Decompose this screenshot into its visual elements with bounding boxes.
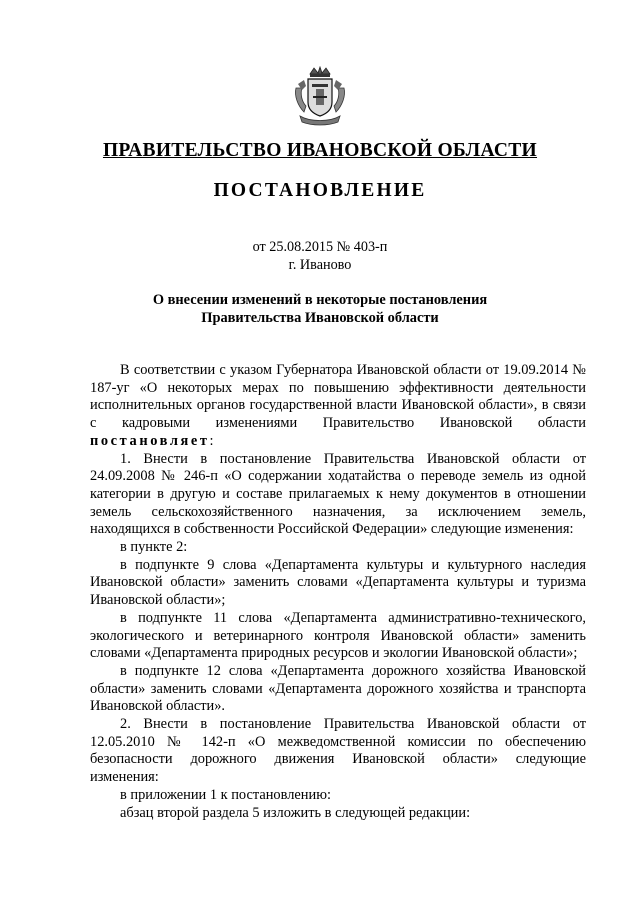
paragraph: абзац второй раздела 5 изложить в следующей редакции: bbox=[120, 804, 471, 821]
document-subject bbox=[0, 291, 640, 327]
document-meta bbox=[0, 238, 640, 274]
date-number: от 25.08.2015 № 403-п bbox=[252, 239, 388, 255]
paragraph: 1. Внести в постановление Правительства Ивановской области от 24.09.2008 № 246-п «О содержании ходатайства о переводе земель из одной категории в другую и составе прилагаемых к нему документов в отношении земель сельскохозяйственного назначения, за исключением земель, находящихся в собственности Российской Федерации» следующие изменения: bbox=[90, 450, 586, 538]
paragraph: в приложении 1 к постановлению: bbox=[120, 786, 331, 803]
paragraph: в подпункте 11 слова «Департамента административно-технического, экологического и ветеринарного контроля Ивановской области» заменить словами «Департамента природных ресурсов и экологии Ивановской области»; bbox=[90, 609, 586, 662]
subject-line-1: О внесении изменений в некоторые постановления bbox=[152, 292, 488, 308]
paragraph: 2. Внести в постановление Правительства Ивановской области от 12.05.2010 № 142-п «О межведомственной комиссии по обеспечению безопасности дорожного движения Ивановской области» следующие изменения: bbox=[90, 716, 586, 786]
organization-title: ПРАВИТЕЛЬСТВО ИВАНОВСКОЙ ОБЛАСТИ bbox=[102, 140, 538, 161]
intro-end: : bbox=[209, 432, 214, 449]
city: г. Иваново bbox=[288, 257, 352, 273]
document-body bbox=[90, 362, 586, 822]
subject-line-2: Правительства Ивановской области bbox=[201, 310, 439, 326]
intro-keyword: постановляет bbox=[90, 432, 210, 449]
intro-paragraph bbox=[90, 362, 586, 451]
document-type-title: ПОСТАНОВЛЕНИЕ bbox=[213, 180, 427, 201]
paragraph: в подпункте 9 слова «Департамента культуры и культурного наследия Ивановской области» заменить словами «Департамента культуры и туризма Ивановской области»; bbox=[90, 556, 586, 609]
paragraph: в подпункте 12 слова «Департамента дорожного хозяйства Ивановской области» заменить словами «Департамента дорожного хозяйства и транспорта Ивановской области». bbox=[90, 662, 586, 715]
coat-of-arms-icon bbox=[292, 66, 348, 128]
paragraph: в пункте 2: bbox=[120, 539, 188, 556]
intro-text: В соответствии с указом Губернатора Ивановской области от 19.09.2014 № 187-уг «О некоторых мерах по повышению эффективности деятельности исполнительных органов государственной власти Ивановской области», в связи с кадровыми изменениями Правительство Ивановской области bbox=[90, 362, 586, 432]
